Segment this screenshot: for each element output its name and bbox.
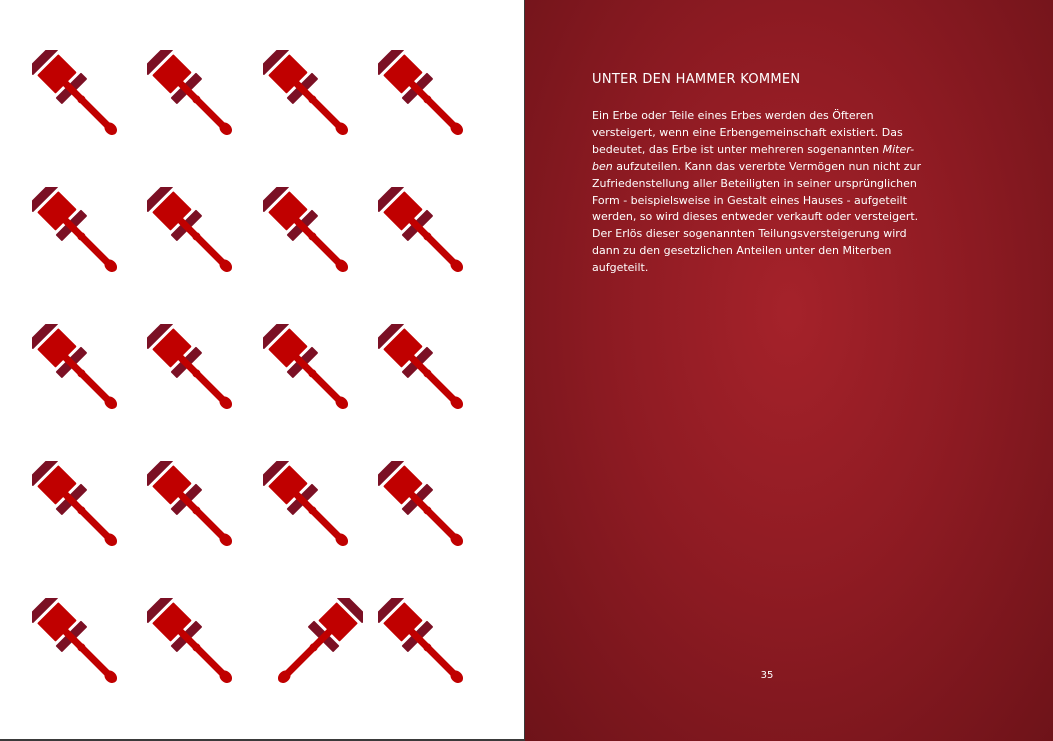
paragraph-line: Zufriedenstellung aller Beteiligten in seiner ursprünglichen [592,176,917,190]
gavel-icon [378,324,478,424]
italic-term: ben [592,159,613,173]
gavel-icon [32,598,132,698]
paragraph-line: versteigert, wenn eine Erbengemeinschaft existiert. Das [592,125,903,139]
gavel-icon [32,50,132,150]
paragraph-line: dann zu den gesetzlichen Anteilen unter den Miterben [592,244,892,258]
paragraph-line: werden, so wird dieses entweder verkauft oder versteigert. [592,210,919,224]
paragraph-line: Der Erlös dieser sogenannten Teilungsversteigerung wird [592,227,907,241]
paragraph-text: bedeutet, das Erbe ist unter mehreren sogenannten [592,142,883,156]
gavel-icon [32,324,132,424]
paragraph-line: aufgeteilt. [592,261,649,275]
page-number: 35 [760,670,774,681]
gavel-icon [147,50,247,150]
gavel-icon [263,461,363,561]
paragraph-line [592,142,944,159]
gavel-icon [147,598,247,698]
gavel-icon [263,324,363,424]
gavel-icon [32,187,132,287]
left-page-gavel-pattern [0,0,524,740]
gavel-icon [378,187,478,287]
italic-term: Miter- [882,142,915,156]
right-page [525,0,1053,741]
paragraph-text: aufzuteilen. Kann das vererbte Vermögen nun nicht zur [612,159,922,173]
gavel-icon [378,461,478,561]
gavel-icon [147,461,247,561]
paragraph-line [592,159,944,176]
paragraph-line: Ein Erbe oder Teile eines Erbes werden des Öfteren [592,109,874,122]
paragraph-line: Form - beispielsweise in Gestalt eines Hauses - aufgeteilt [592,193,907,207]
gavel-icon [32,461,132,561]
gavel-icon-mirrored [263,598,363,698]
gavel-icon [378,50,478,150]
gavel-icon [378,598,478,698]
gavel-icon [263,50,363,150]
gavel-icon [147,324,247,424]
section-title: UNTER DEN HAMMER KOMMEN [592,72,801,87]
body-paragraph [592,108,944,277]
gavel-icon [147,187,247,287]
gavel-icon [263,187,363,287]
